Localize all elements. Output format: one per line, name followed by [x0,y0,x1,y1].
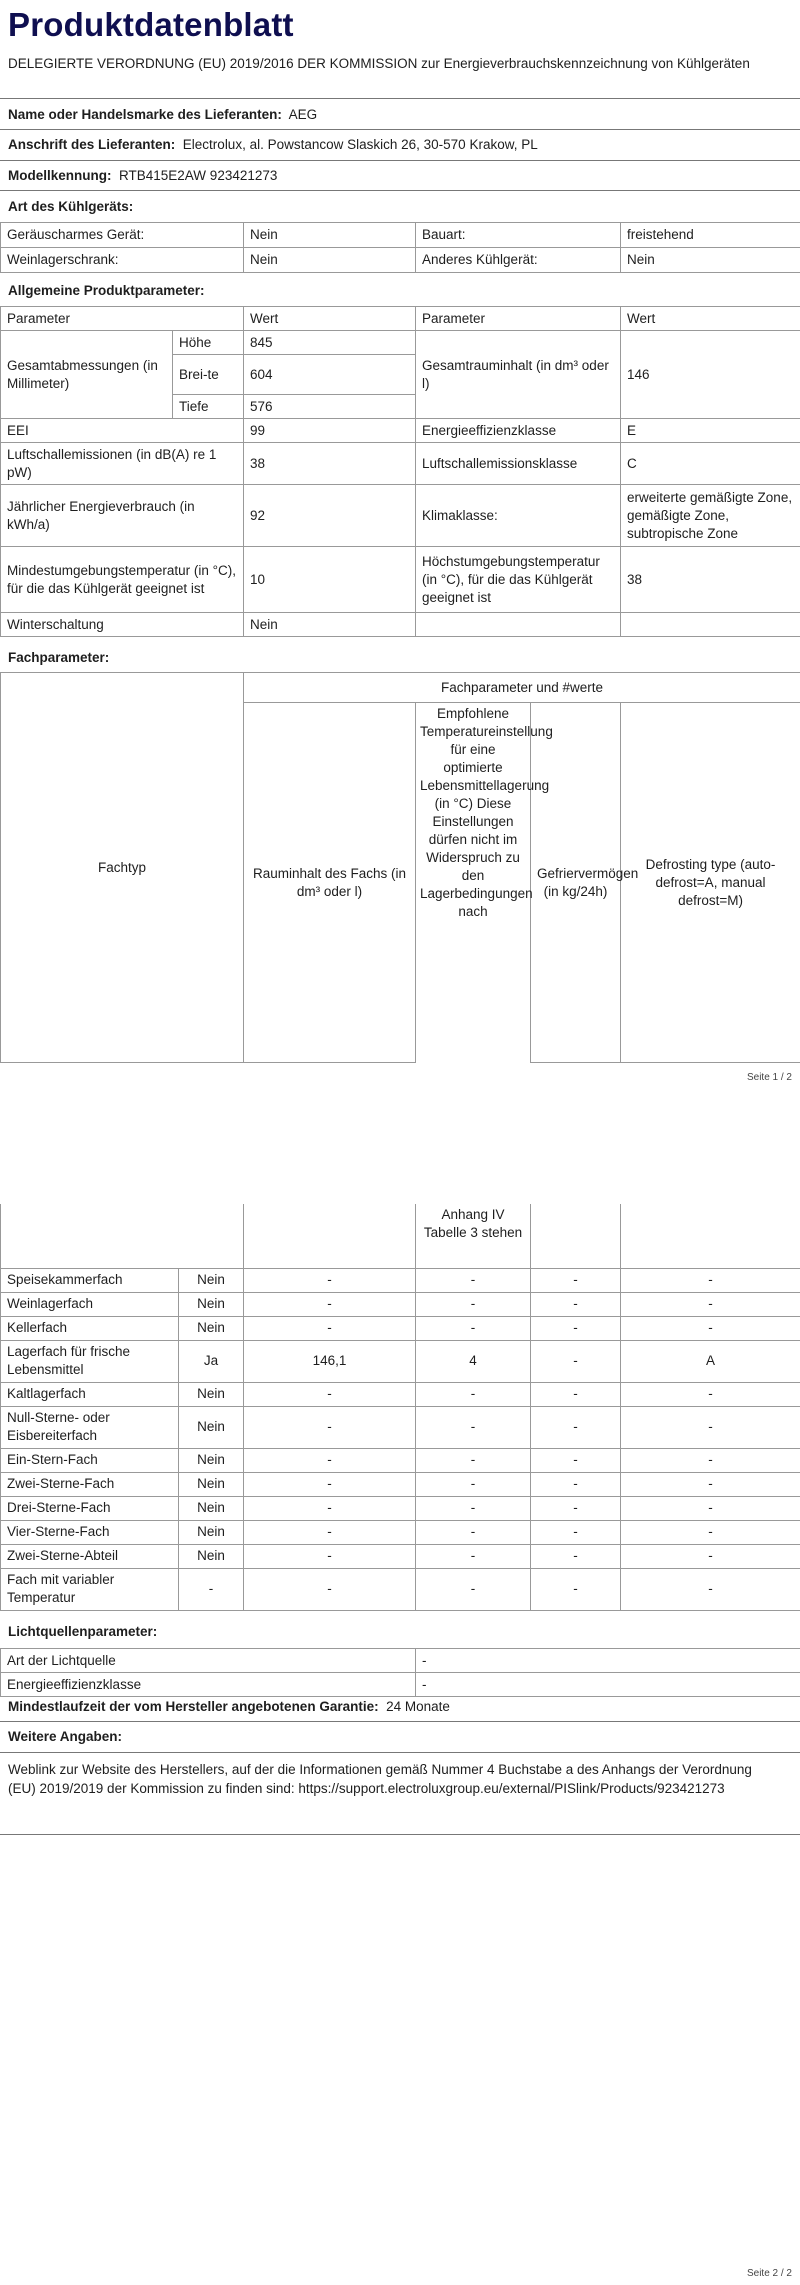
compartment-volume: - [244,1268,416,1292]
other-appliance-value: Nein [621,248,800,273]
width-value: 604 [244,355,416,395]
compartment-present: Nein [179,1448,244,1472]
table-row [1,1520,800,1544]
empty-cell [416,613,621,637]
wine-cabinet-value: Nein [244,248,416,273]
compartment-temperature: - [416,1448,531,1472]
compartment-temperature: - [416,1268,531,1292]
regulation-subtitle: DELEGIERTE VERORDNUNG (EU) 2019/2016 DER KOMMISSION zur Energieverbrauchskennzeichnung von Kühlgeräten [8,56,750,71]
compartment-freezing-capacity: - [531,1448,621,1472]
compartment-name: Fach mit variabler Temperatur [1,1568,179,1610]
header-volume: Rauminhalt des Fachs (in dm³ oder l) [244,703,416,1063]
compartment-freezing-capacity: - [531,1292,621,1316]
noise-value: Nein [244,223,416,248]
compartment-temperature: - [416,1406,531,1448]
compartment-volume: - [244,1472,416,1496]
general-parameters-table [0,306,800,637]
address-line [8,137,538,152]
compartment-name: Kaltlagerfach [1,1382,179,1406]
compartment-defrosting-type: - [621,1472,800,1496]
compartment-volume: - [244,1520,416,1544]
energy-class-value: E [621,419,800,443]
header-value: Wert [244,307,416,331]
table-row [1,1340,800,1382]
compartment-table [0,1204,800,1611]
total-volume-value: 146 [621,331,800,419]
divider [0,1834,800,1835]
compartment-freezing-capacity: - [531,1406,621,1448]
winter-switch-label: Winterschaltung [1,613,244,637]
divider [0,1752,800,1753]
compartment-defrosting-type: - [621,1544,800,1568]
warranty-label: Mindestlaufzeit der vom Hersteller angebotenen Garantie: [8,1699,379,1714]
compartment-freezing-capacity: - [531,1340,621,1382]
table-row [1,1568,800,1610]
light-source-table [0,1648,800,1697]
table-row [1,1544,800,1568]
width-label: Brei-te [173,355,244,395]
compartment-volume: - [244,1292,416,1316]
divider [0,190,800,191]
compartment-present: Nein [179,1472,244,1496]
compartment-volume: - [244,1496,416,1520]
max-temp-value: 38 [621,547,800,613]
compartment-defrosting-type: - [621,1382,800,1406]
warranty-line [8,1699,450,1714]
compartment-name: Zwei-Sterne-Fach [1,1472,179,1496]
compartment-defrosting-type: - [621,1268,800,1292]
further-info-heading: Weitere Angaben: [8,1729,123,1744]
compartment-defrosting-type: - [621,1448,800,1472]
compartment-name: Null-Sterne- oder Eisbereiterfach [1,1406,179,1448]
climate-class-label: Klimaklasse: [416,485,621,547]
empty-cell [621,613,800,637]
compartment-freezing-capacity: - [531,1544,621,1568]
compartment-volume: - [244,1568,416,1610]
compartment-freezing-capacity: - [531,1316,621,1340]
table-row [1,1268,800,1292]
header-parameter: Parameter [1,307,244,331]
light-type-value: - [416,1649,800,1673]
eei-value: 99 [244,419,416,443]
compartment-present: Nein [179,1496,244,1520]
compartment-name: Kellerfach [1,1316,179,1340]
table-row [1,1292,800,1316]
page-number: Seite 1 / 2 [746,1072,792,1083]
depth-value: 576 [244,395,416,419]
compartment-name: Speisekammerfach [1,1268,179,1292]
compartment-defrosting-type: - [621,1406,800,1448]
header-compartment-type: Fachtyp [1,673,244,1063]
table-row [1,1448,800,1472]
compartment-defrosting-type: - [621,1316,800,1340]
compartment-section-heading: Fachparameter: [8,650,110,665]
table-row [1,1382,800,1406]
compartment-volume: - [244,1544,416,1568]
max-temp-label: Höchstumgebungstemperatur (in °C), für die das Kühlgerät geeignet ist [416,547,621,613]
total-volume-label: Gesamtrauminhalt (in dm³ oder l) [416,331,621,419]
model-value: RTB415E2AW 923421273 [119,168,278,183]
compartment-volume: - [244,1316,416,1340]
annual-energy-label: Jährlicher Energieverbrauch (in kWh/a) [1,485,244,547]
winter-switch-value: Nein [244,613,416,637]
height-value: 845 [244,331,416,355]
compartment-temperature: 4 [416,1340,531,1382]
compartment-present: Nein [179,1316,244,1340]
compartment-volume: 146,1 [244,1340,416,1382]
compartment-freezing-capacity: - [531,1520,621,1544]
empty-cell [1,1204,244,1268]
compartment-name: Drei-Sterne-Fach [1,1496,179,1520]
header-recommended-temp: Empfohlene Temperatureinstellung für eine optimierte Lebensmittellagerung (in °C) Diese Einstellungen dürfen nicht im Widerspruch zu den Lagerbedingungen nach [416,703,531,1063]
light-section-heading: Lichtquellenparameter: [8,1624,158,1639]
divider [0,129,800,130]
height-label: Höhe [173,331,244,355]
build-value: freistehend [621,223,800,248]
wine-cabinet-label: Weinlagerschrank: [1,248,244,273]
light-energy-class-value: - [416,1673,800,1697]
table-row [1,1406,800,1448]
compartment-volume: - [244,1406,416,1448]
address-value: Electrolux, al. Powstancow Slaskich 26, 30-570 Krakow, PL [182,137,538,152]
model-label: Modellkennung: [8,168,112,183]
header-value: Wert [621,307,800,331]
page-title: Produktdatenblatt [8,6,294,43]
compartment-present: Nein [179,1382,244,1406]
compartment-defrosting-type: - [621,1568,800,1610]
noise-class-value: C [621,443,800,485]
annual-energy-value: 92 [244,485,416,547]
compartment-temperature: - [416,1382,531,1406]
compartment-name: Lagerfach für frische Lebensmittel [1,1340,179,1382]
compartment-freezing-capacity: - [531,1568,621,1610]
compartment-defrosting-type: - [621,1520,800,1544]
compartment-temperature: - [416,1520,531,1544]
empty-cell [531,1204,621,1268]
supplier-label: Name oder Handelsmarke des Lieferanten: [8,107,282,122]
type-section-heading: Art des Kühlgeräts: [8,199,134,214]
compartment-temperature: - [416,1544,531,1568]
compartment-freezing-capacity: - [531,1472,621,1496]
address-label: Anschrift des Lieferanten: [8,137,176,152]
compartment-volume: - [244,1382,416,1406]
header-freezing-capacity: Gefriervermögen (in kg/24h) [531,703,621,1063]
divider [0,98,800,99]
noise-emission-label: Luftschallemissionen (in dB(A) re 1 pW) [1,443,244,485]
divider [0,160,800,161]
min-temp-value: 10 [244,547,416,613]
empty-cell [621,1204,800,1268]
supplier-value: AEG [288,107,318,122]
light-type-label: Art der Lichtquelle [1,1649,416,1673]
manufacturer-weblink: Weblink zur Website des Herstellers, auf der die Informationen gemäß Nummer 4 Buchstabe a des Anhangs der Verordnung (EU) 2019/2019 der Kommission zu finden sind: https://support.electroluxgroup.eu/external/PISlink/Products/923421273 [8,1762,752,1796]
compartment-freezing-capacity: - [531,1496,621,1520]
depth-label: Tiefe [173,395,244,419]
compartment-header-table [0,672,800,1063]
compartment-temperature: - [416,1472,531,1496]
general-section-heading: Allgemeine Produktparameter: [8,283,205,298]
compartment-temperature: - [416,1316,531,1340]
eei-label: EEI [1,419,244,443]
compartment-present: Nein [179,1520,244,1544]
compartment-present: Nein [179,1292,244,1316]
light-energy-class-label: Energieeffizienzklasse [1,1673,416,1697]
compartment-present: Nein [179,1406,244,1448]
compartment-name: Vier-Sterne-Fach [1,1520,179,1544]
page-number: Seite 2 / 2 [746,2268,792,2279]
compartment-volume: - [244,1448,416,1472]
compartment-name: Ein-Stern-Fach [1,1448,179,1472]
compartment-name: Zwei-Sterne-Abteil [1,1544,179,1568]
table-row [1,1316,800,1340]
compartment-temperature: - [416,1292,531,1316]
compartment-freezing-capacity: - [531,1382,621,1406]
divider [0,1721,800,1722]
compartment-temperature: - [416,1568,531,1610]
model-line [8,168,277,183]
empty-cell [244,1204,416,1268]
noise-label: Geräuscharmes Gerät: [1,223,244,248]
header-defrosting-type: Defrosting type (auto-defrost=A, manual defrost=M) [621,703,800,1063]
other-appliance-label: Anderes Kühlgerät: [416,248,621,273]
min-temp-label: Mindestumgebungstemperatur (in °C), für die das Kühlgerät geeignet ist [1,547,244,613]
compartment-present: - [179,1568,244,1610]
compartment-freezing-capacity: - [531,1268,621,1292]
energy-class-label: Energieeffizienzklasse [416,419,621,443]
compartment-present: Nein [179,1268,244,1292]
noise-emission-value: 38 [244,443,416,485]
appliance-type-table [0,222,800,273]
warranty-value: 24 Monate [386,1699,450,1714]
compartment-present: Nein [179,1544,244,1568]
compartment-defrosting-type: - [621,1292,800,1316]
compartment-defrosting-type: - [621,1496,800,1520]
compartment-name: Weinlagerfach [1,1292,179,1316]
header-parameter: Parameter [416,307,621,331]
noise-class-label: Luftschallemissionsklasse [416,443,621,485]
compartment-present: Ja [179,1340,244,1382]
header-compartment-group: Fachparameter und #werte [244,673,800,703]
compartment-defrosting-type: A [621,1340,800,1382]
build-label: Bauart: [416,223,621,248]
dimensions-label: Gesamtabmessungen (in Millimeter) [1,331,173,419]
climate-class-value: erweiterte gemäßigte Zone, gemäßigte Zone, subtropische Zone [621,485,800,547]
table-row [1,1472,800,1496]
supplier-line [8,107,317,122]
table-row [1,1496,800,1520]
header-recommended-temp-continued: Anhang IV Tabelle 3 stehen [416,1204,531,1268]
compartment-temperature: - [416,1496,531,1520]
